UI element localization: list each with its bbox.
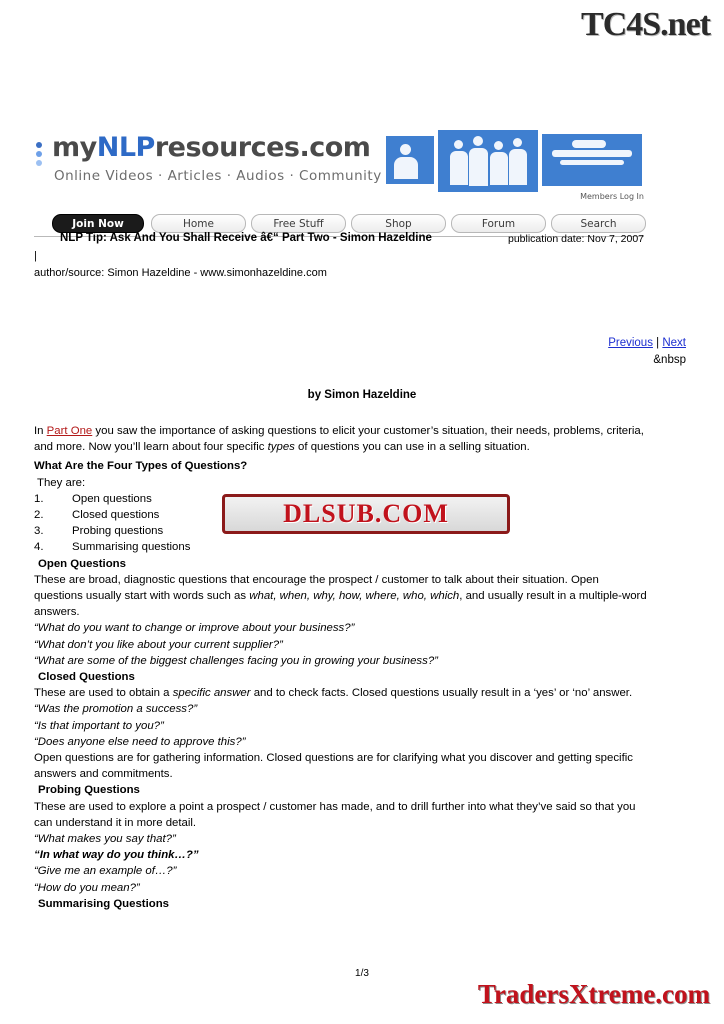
nav-item-search[interactable]: Search bbox=[551, 214, 646, 233]
closed-quote-1: “Was the promotion a success?” bbox=[34, 703, 198, 716]
logo-text bbox=[52, 132, 370, 163]
closed-quote-2: “Is that important to you?” bbox=[34, 719, 164, 732]
nav-item-forum[interactable]: Forum bbox=[451, 214, 546, 233]
pager bbox=[608, 337, 686, 349]
open-para-a: These are broad, diagnostic questions that encourage the prospect / customer to talk about their situation. Open questions usually start with words such as bbox=[34, 573, 599, 603]
list-text: Closed questions bbox=[72, 509, 160, 522]
logo-highlight: NLP bbox=[96, 132, 155, 163]
members-login-label[interactable]: Members Log In bbox=[580, 192, 644, 201]
previous-link[interactable]: Previous bbox=[608, 337, 653, 349]
pager-separator: | bbox=[652, 337, 663, 349]
closed-closing-paragraph: Open questions are for gathering information. Closed questions are for clarifying what you discover and getting specific answers and commitments. bbox=[34, 752, 633, 781]
logo-dots-icon bbox=[36, 142, 48, 172]
closed-para-a: These are used to obtain a bbox=[34, 687, 173, 700]
list-number: 4. bbox=[34, 541, 44, 554]
probing-quote-2: “In what way do you think…?” bbox=[34, 849, 199, 862]
heading-closed-questions: Closed Questions bbox=[38, 671, 135, 684]
open-quote-1: “What do you want to change or improve about your business?” bbox=[34, 622, 355, 635]
hero-image-strip bbox=[386, 130, 644, 201]
open-para-italic: what, when, why, how, where, who, which bbox=[249, 590, 460, 603]
pipe-separator: | bbox=[34, 250, 37, 262]
logo-prefix: my bbox=[52, 132, 97, 163]
probing-quote-4: “How do you mean?” bbox=[34, 881, 140, 894]
list-text: Summarising questions bbox=[72, 541, 191, 554]
nav-item-home[interactable]: Home bbox=[151, 214, 246, 233]
tc4s-watermark: TC4S.net bbox=[581, 6, 710, 43]
tradersxtreme-watermark: TradersXtreme.com bbox=[477, 979, 710, 1009]
list-text: Probing questions bbox=[72, 525, 164, 538]
closed-para-b: and to check facts. Closed questions usually result in a ‘yes’ or ‘no’ answer. bbox=[250, 687, 633, 700]
logo-suffix: resources.com bbox=[154, 132, 371, 163]
they-are-text: They are: bbox=[37, 476, 86, 489]
nav-item-shop[interactable]: Shop bbox=[351, 214, 446, 233]
hero-image-right bbox=[542, 134, 642, 186]
open-para-b: , and usually result in a multiple-word answers. bbox=[34, 590, 647, 619]
closed-quote-3: “Does anyone else need to approve this?” bbox=[34, 735, 246, 748]
nav-item-free-stuff[interactable]: Free Stuff bbox=[251, 214, 346, 233]
site-logo[interactable] bbox=[34, 130, 382, 196]
list-number: 3. bbox=[34, 525, 44, 538]
publication-date: publication date: Nov 7, 2007 bbox=[508, 233, 645, 245]
site-banner bbox=[34, 130, 644, 205]
closed-questions-paragraph bbox=[34, 685, 649, 701]
probing-quote-1: “What makes you say that?” bbox=[34, 833, 176, 846]
heading-four-types: What Are the Four Types of Questions? bbox=[34, 460, 248, 473]
article-title: NLP Tip: Ask And You Shall Receive â€“ Part Two - Simon Hazeldine bbox=[60, 232, 432, 244]
dlsub-watermark: DLSUB.COM bbox=[222, 494, 510, 534]
heading-open-questions: Open Questions bbox=[38, 557, 126, 570]
closed-para-italic: specific answer bbox=[172, 687, 251, 700]
intro-paragraph bbox=[34, 423, 649, 455]
list-text: Open questions bbox=[72, 492, 152, 505]
heading-probing-questions: Probing Questions bbox=[38, 784, 140, 797]
list-number: 1. bbox=[34, 492, 44, 505]
part-one-link[interactable]: Part One bbox=[46, 425, 93, 437]
main-navigation bbox=[52, 214, 630, 234]
hero-image-left bbox=[386, 136, 434, 184]
nav-item-join-now[interactable]: Join Now bbox=[52, 214, 144, 233]
open-quote-2: “What don’t you like about your current supplier?” bbox=[34, 638, 283, 651]
intro-pre: In bbox=[34, 425, 47, 437]
probing-questions-paragraph: These are used to explore a point a prospect / customer has made, and to drill further into what they’ve said so that you can understand it in more detail. bbox=[34, 800, 636, 829]
logo-tagline: Online Videos · Articles · Audios · Community bbox=[54, 168, 382, 184]
hero-image-center bbox=[438, 130, 538, 192]
open-questions-paragraph bbox=[34, 572, 649, 621]
probing-quote-3: “Give me an example of…?” bbox=[34, 865, 177, 878]
open-quote-3: “What are some of the biggest challenges facing you in growing your business?” bbox=[34, 654, 438, 667]
intro-post: you saw the importance of asking questions to elicit your customer’s situation, their needs, problems, criteria, and more. Now you’ll learn about four specific bbox=[34, 425, 644, 454]
byline: by Simon Hazeldine bbox=[307, 389, 417, 401]
author-source: author/source: Simon Hazeldine - www.simonhazeldine.com bbox=[34, 267, 327, 279]
next-link[interactable]: Next bbox=[662, 337, 686, 349]
nbsp-text: &nbsp bbox=[653, 354, 686, 366]
heading-summarising-questions: Summarising Questions bbox=[38, 897, 170, 910]
list-item bbox=[34, 539, 649, 555]
list-number: 2. bbox=[34, 509, 44, 522]
page-number: 1/3 bbox=[355, 968, 369, 979]
intro-end: of questions you can use in a selling situation. bbox=[294, 441, 530, 454]
intro-italic: types bbox=[267, 441, 295, 454]
